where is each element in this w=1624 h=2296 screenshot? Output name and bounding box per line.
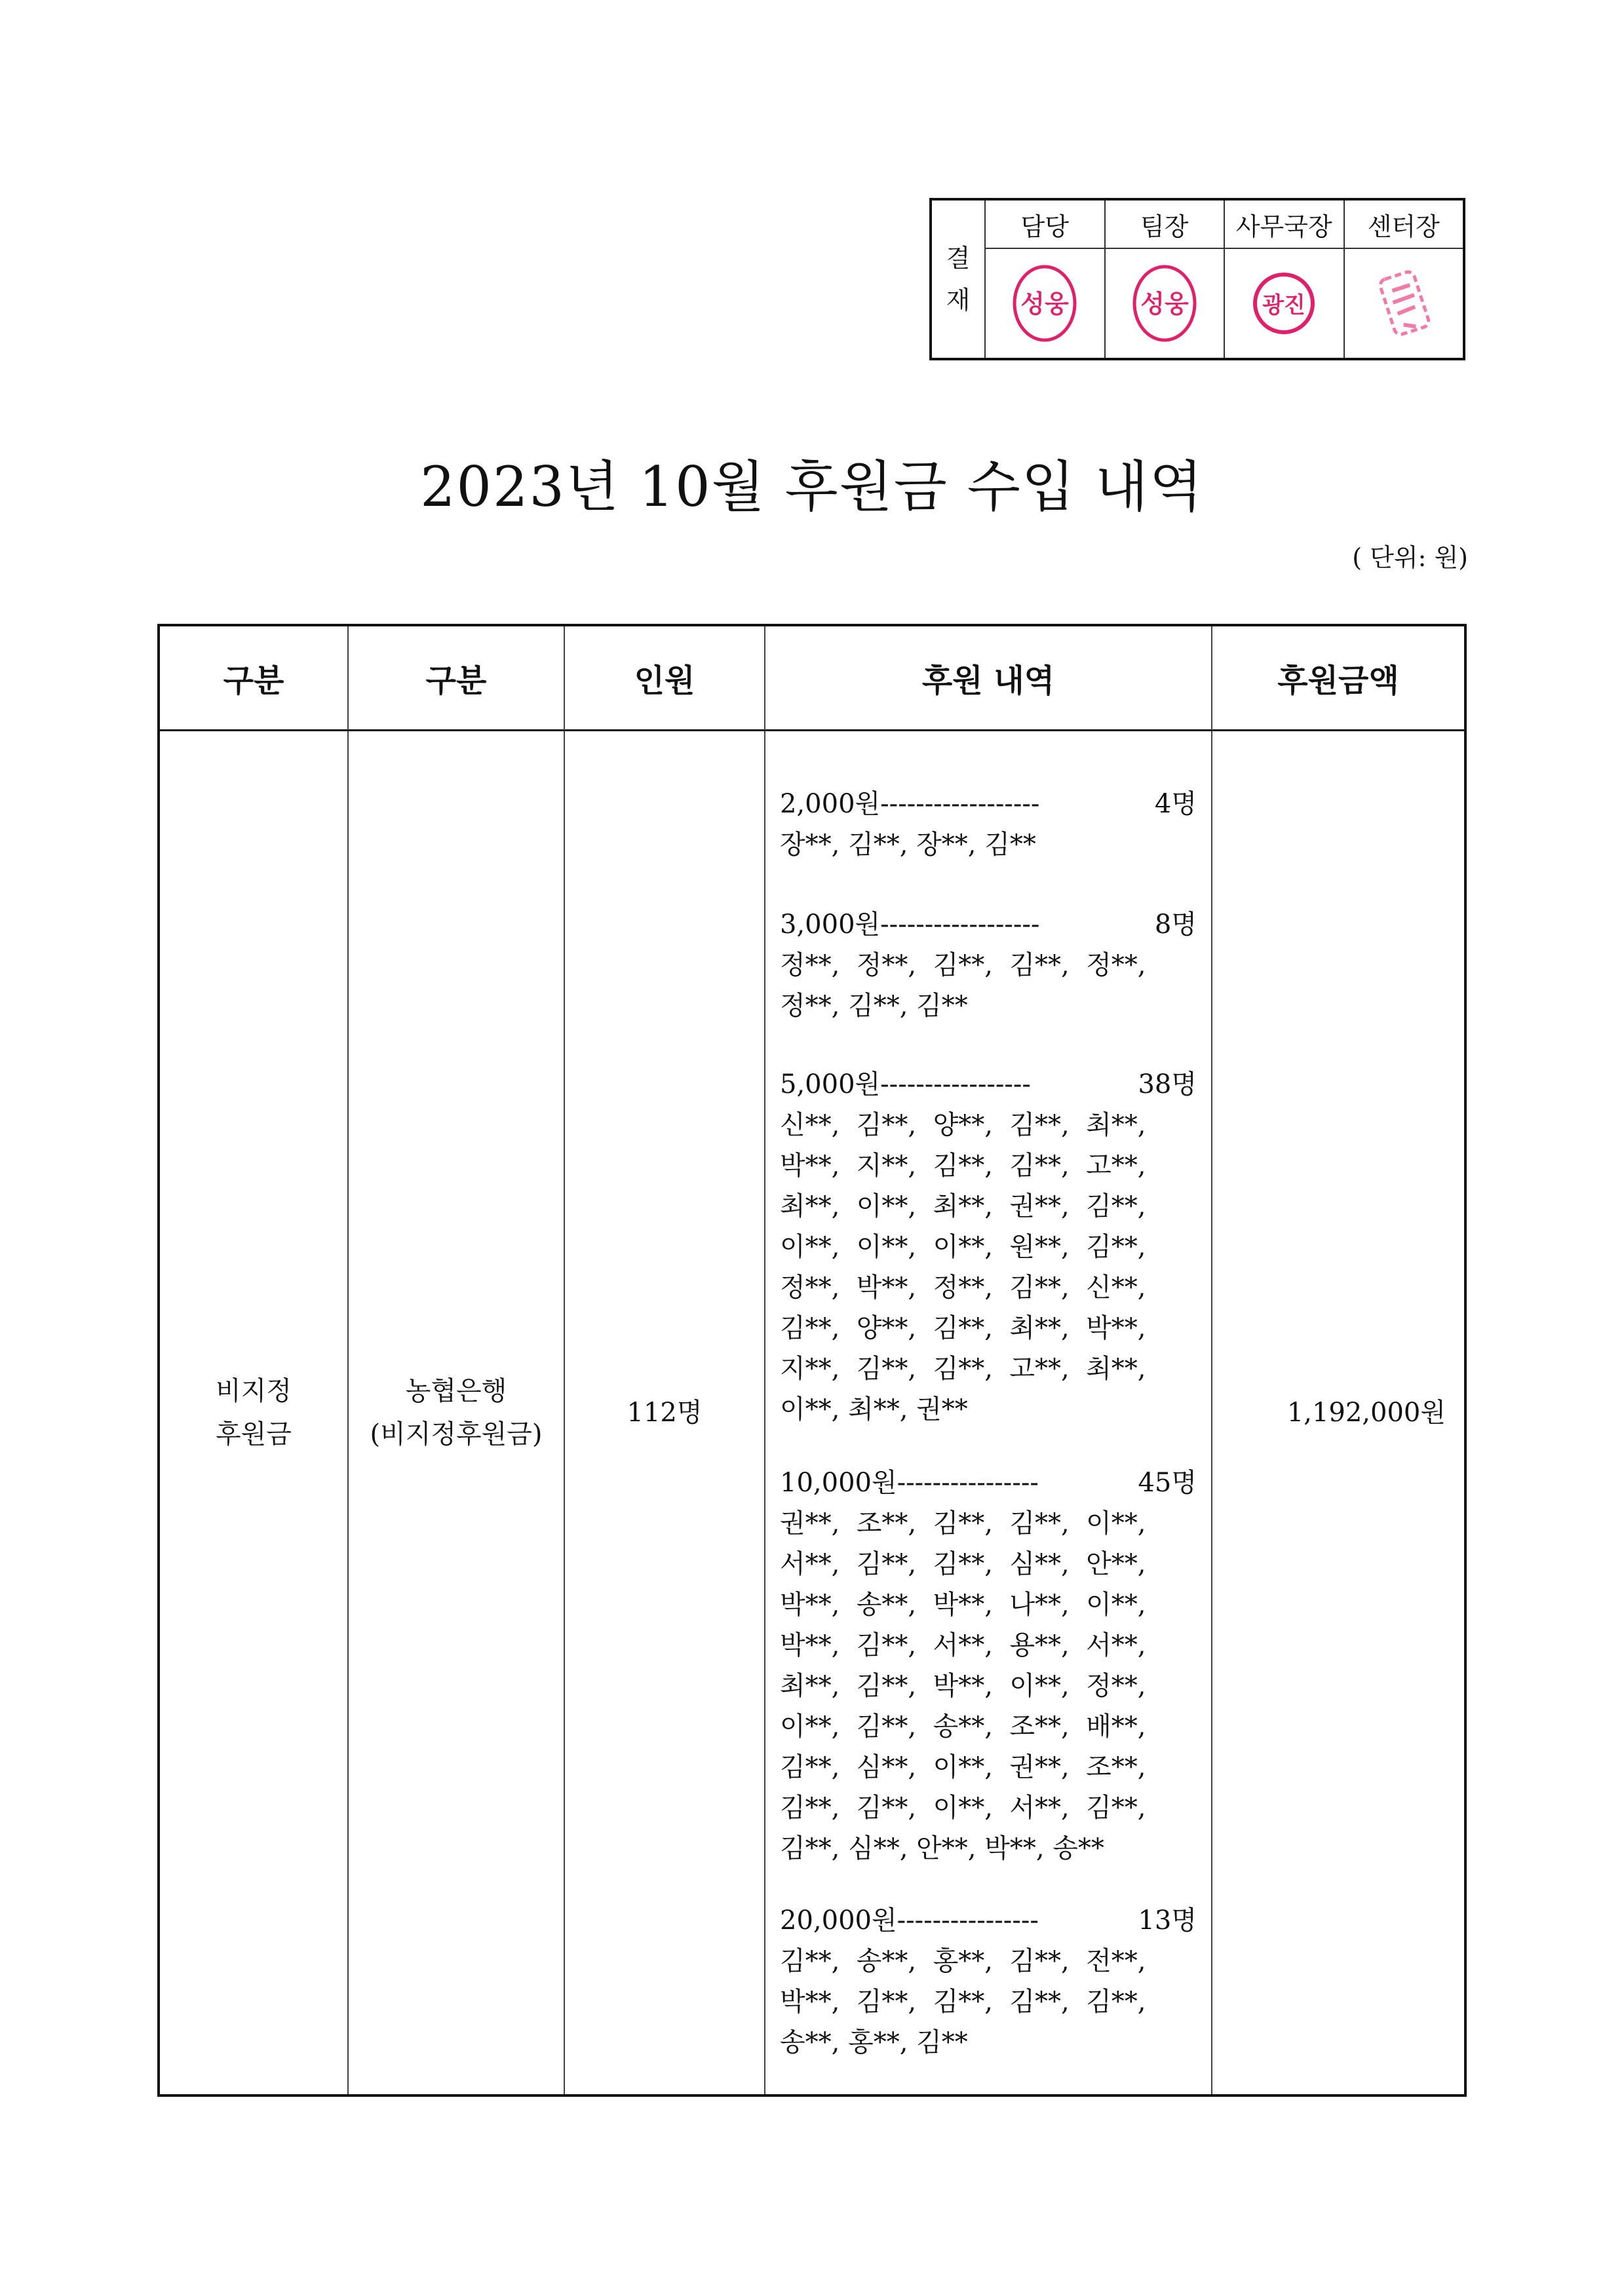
- group-amount: 3,000원: [780, 909, 881, 940]
- header-count: 인원: [565, 626, 765, 731]
- names-line: 신**, 김**, 양**, 김**, 최**,: [780, 1110, 1146, 1140]
- stamp-text: 성웅: [1020, 290, 1069, 318]
- group-dashes: ------------------: [880, 909, 1040, 940]
- approval-label: 센터장: [1345, 201, 1463, 249]
- names-line: 김**, 양**, 김**, 최**, 박**,: [780, 1313, 1146, 1343]
- group-count: 45명: [1138, 1468, 1197, 1498]
- category-2-line: (비지정후원금): [370, 1419, 543, 1449]
- approval-label: 사무국장: [1225, 201, 1344, 249]
- names-line: 김**, 송**, 홍**, 김**, 전**,: [780, 1946, 1146, 1976]
- count-cell: [565, 731, 765, 2094]
- group-names: [780, 945, 1197, 1026]
- stamp-text: 성웅: [1140, 290, 1189, 318]
- donation-table: [157, 624, 1467, 2097]
- faded-seal-icon: [1370, 263, 1438, 344]
- names-line: 정**, 김**, 김**: [780, 991, 968, 1021]
- group-heading: [780, 904, 1197, 945]
- names-line: 지**, 김**, 김**, 고**, 최**,: [780, 1354, 1146, 1384]
- approval-column-secretary-general: [1225, 201, 1345, 358]
- approval-side-label-top: 결: [946, 244, 971, 273]
- names-line: 이**, 김**, 송**, 조**, 배**,: [780, 1712, 1146, 1742]
- names-line: 김**, 김**, 이**, 서**, 김**,: [780, 1793, 1146, 1823]
- group-dashes: ----------------: [897, 1905, 1039, 1936]
- group-dashes: ------------------: [880, 789, 1040, 819]
- donation-group: [780, 1064, 1197, 1430]
- approval-box: [929, 198, 1465, 360]
- names-line: 박**, 김**, 김**, 김**, 김**,: [780, 1987, 1146, 2017]
- names-line: 김**, 심**, 안**, 박**, 송**: [780, 1833, 1104, 1864]
- names-line: 최**, 이**, 최**, 권**, 김**,: [780, 1191, 1146, 1221]
- names-line: 정**, 정**, 김**, 김**, 정**,: [780, 950, 1146, 980]
- group-amount: 2,000원: [780, 789, 881, 819]
- approval-label: 팀장: [1106, 201, 1224, 249]
- red-name-seal-icon: [1250, 263, 1318, 344]
- category-1-cell: [160, 731, 349, 2094]
- approval-side-label-bottom: 재: [946, 286, 971, 315]
- header-category-1: 구분: [160, 626, 349, 731]
- group-names: [780, 1105, 1197, 1430]
- group-amount: 5,000원: [780, 1069, 881, 1100]
- category-2-line: 농협은행: [405, 1376, 507, 1406]
- donation-group: [780, 904, 1197, 1026]
- group-dashes: ----------------: [897, 1468, 1039, 1498]
- group-count: 13명: [1138, 1905, 1197, 1936]
- details-cell: [765, 731, 1212, 2094]
- names-line: 권**, 조**, 김**, 김**, 이**,: [780, 1508, 1146, 1539]
- group-count: 38명: [1138, 1069, 1197, 1100]
- approval-label: 담당: [986, 201, 1104, 249]
- group-names: [780, 824, 1197, 865]
- names-line: 정**, 박**, 정**, 김**, 신**,: [780, 1272, 1146, 1303]
- red-name-seal-icon: [1131, 263, 1199, 344]
- group-heading: [780, 1900, 1197, 1941]
- names-line: 이**, 이**, 이**, 원**, 김**,: [780, 1232, 1146, 1262]
- header-amount: 후원금액: [1212, 626, 1464, 731]
- amount-cell: [1212, 731, 1464, 2094]
- stamp-text: 광진: [1262, 292, 1306, 318]
- names-line: 이**, 최**, 권**: [780, 1394, 968, 1425]
- names-line: 박**, 지**, 김**, 김**, 고**,: [780, 1151, 1146, 1181]
- approval-column-manager: [986, 201, 1106, 358]
- donation-group: [780, 1900, 1197, 2063]
- page-title: 2023년 10월 후원금 수입 내역: [420, 455, 1204, 519]
- donation-group: [780, 1463, 1197, 1869]
- group-names: [780, 1503, 1197, 1869]
- total-amount: 1,192,000원: [1286, 1398, 1446, 1428]
- names-line: 김**, 심**, 이**, 권**, 조**,: [780, 1752, 1146, 1782]
- names-line: 송**, 홍**, 김**: [780, 2027, 968, 2057]
- category-2-cell: [349, 731, 565, 2094]
- names-line: 최**, 김**, 박**, 이**, 정**,: [780, 1671, 1146, 1701]
- red-name-seal-icon: [1011, 263, 1079, 344]
- group-heading: [780, 1463, 1197, 1503]
- group-count: 4명: [1154, 789, 1197, 819]
- approval-column-director: [1345, 201, 1463, 358]
- names-line: 서**, 김**, 김**, 심**, 안**,: [780, 1549, 1146, 1579]
- total-count: 112명: [627, 1398, 703, 1428]
- group-dashes: -----------------: [880, 1069, 1031, 1100]
- unit-label: ( 단위: 원): [1352, 543, 1468, 572]
- names-line: 박**, 김**, 서**, 용**, 서**,: [780, 1630, 1146, 1660]
- group-heading: [780, 1064, 1197, 1105]
- group-count: 8명: [1154, 909, 1197, 940]
- category-1-line: 후원금: [216, 1419, 292, 1449]
- header-category-2: 구분: [349, 626, 565, 731]
- approval-side-label: [932, 201, 986, 358]
- approval-column-team-leader: [1106, 201, 1226, 358]
- donation-group: [780, 784, 1197, 865]
- names-line: 장**, 김**, 장**, 김**: [780, 830, 1036, 860]
- group-amount: 10,000원: [780, 1468, 897, 1498]
- group-names: [780, 1941, 1197, 2063]
- group-heading: [780, 784, 1197, 824]
- names-line: 박**, 송**, 박**, 나**, 이**,: [780, 1590, 1146, 1620]
- category-1-line: 비지정: [216, 1376, 292, 1406]
- group-amount: 20,000원: [780, 1905, 897, 1936]
- header-details: 후원 내역: [765, 626, 1212, 731]
